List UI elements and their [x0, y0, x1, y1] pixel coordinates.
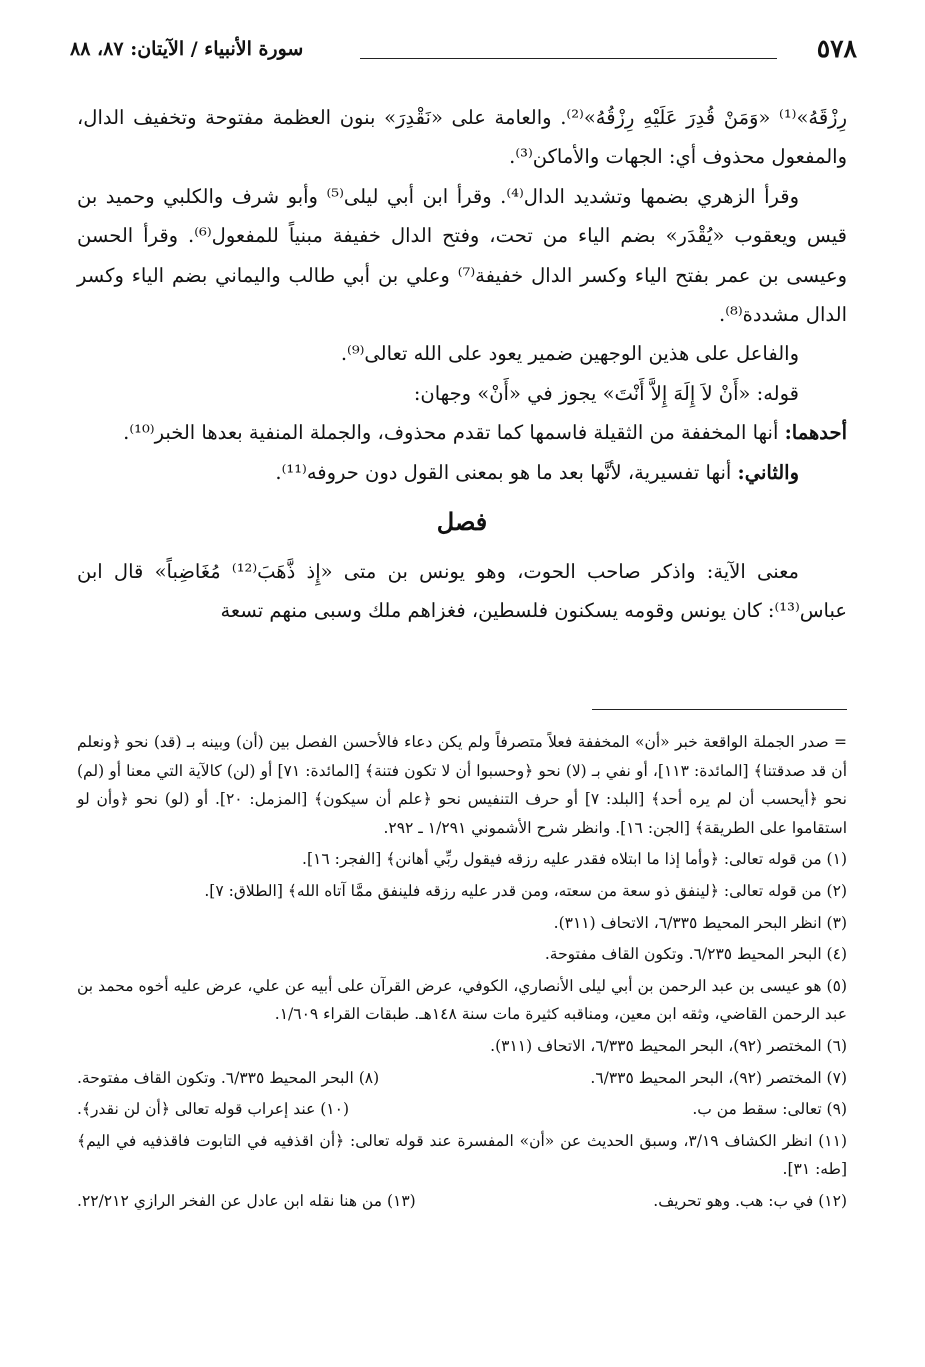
footnote-12: (١٢) في ب: هب. وهو تحريف.: [653, 1191, 847, 1210]
header-rule: [360, 58, 777, 59]
paragraph-3: والفاعل على هذين الوجهين ضمير يعود على الله تعالى⁽⁹⁾.: [340, 342, 799, 366]
page-number: ٥٧٨: [816, 34, 857, 63]
paragraph-2: وقرأ الزهري بضمها وتشديد الدال⁽⁴⁾. وقرأ ابن أبي ليلى⁽⁵⁾ وأبو شرف والكلبي وحميد بن قيس ويعقوب «يُقْدَر» بضم الياء من تحت، وفتح الدال خفيفة مبنياً للمفعول⁽⁶⁾. وقرأ الحسن وعيسى بن عمر بفتح الياء وكسر الدال خفيفة⁽⁷⁾ وعلي بن أبي طالب واليماني بضم الياء وكسر الدال مشددة⁽⁸⁾.: [77, 184, 847, 327]
footnote-separator: [592, 709, 847, 710]
second-aspect-text: أنها تفسيرية، لأنَّها بعد ما هو بمعنى القول دون حروفه⁽¹¹⁾.: [275, 460, 738, 484]
footnote-2: (٢) من قوله تعالى: ﴿لينفق ذو سعة من سعته، ومن قدر عليه رزقه فلينفق ممَّا آتاه الله﴾ [الطلاق: ٧].: [204, 881, 847, 900]
footnote-7: (٧) المختصر (٩٢)، البحر المحيط ٦/٣٣٥.: [590, 1068, 847, 1087]
footnotes: [77, 728, 847, 1219]
paragraph-1: رِزْقَهُ»⁽¹⁾ «وَمَنْ قُدِرَ عَلَيْهِ رِزْقُهُ»⁽²⁾. والعامة على «نَقْدِرَ» بنون العظمة مفتوحة وتخفيف الدال، والمفعول محذوف أي: الجهات والأماكن⁽³⁾.: [77, 106, 847, 169]
first-aspect-text: أنها المخففة من الثقيلة فاسمها كما تقدم محذوف، والجملة المنفية بعدها الخبر⁽¹⁰⁾.: [123, 421, 785, 445]
footnote-11: (١١) انظر الكشاف ٣/١٩، وسبق الحديث عن «أن» المفسرة عند قوله تعالى: ﴿أن اقذفيه في التابوت فاقذفيه في اليم﴾ [طه: ٣١].: [77, 1131, 847, 1179]
paragraph-5: [77, 413, 847, 452]
first-aspect-label: أحدهما:: [784, 421, 847, 445]
running-title: سورة الأنبياء / الآيتان: ٨٧، ٨٨: [70, 38, 304, 60]
main-text: [77, 98, 847, 631]
footnote-4: (٤) البحر المحيط ٦/٢٣٥. وتكون القاف مفتوحة.: [544, 945, 847, 964]
footnote-row-7-8: [77, 1064, 847, 1093]
running-header: [70, 34, 857, 70]
footnote-8: (٨) البحر المحيط ٦/٣٣٥. وتكون القاف مفتوحة.: [77, 1068, 380, 1087]
section-heading: فصل: [436, 507, 488, 537]
footnote-row-9-10: [77, 1095, 847, 1124]
footnote-continuation: = صدر الجملة الواقعة خبر «أن» المخففة فعلاً متصرفاً ولم يكن دعاء فالأحسن الفصل بين (أن) وبينه بـ (قد) نحو ﴿ونعلم أن قد صدقتنا﴾ [المائدة: ١١٣]، أو نفي بـ (لا) نحو ﴿وحسبوا أن لا تكون فتنة﴾ [المائدة: ٧١] أو (لن) كالآية التي معنا أو (لم) نحو ﴿أيحسب أن لم يره أحد﴾ [البلد: ٧] أو حرف التنفيس نحو ﴿علم أن سيكون﴾ [المزمل: ٢٠]. أو (لو) نحو ﴿وأن لو استقاموا على الطريقة﴾ [الجن: ١٦]. وانظر شرح الأشموني ١/٢٩١ ـ ٢٩٢.: [77, 733, 847, 837]
footnote-3: (٣) انظر البحر المحيط ٦/٣٣٥، الاتحاف (٣١١).: [553, 913, 847, 932]
footnote-5: (٥) هو عيسى بن عبد الرحمن بن أبي ليلى الأنصاري، الكوفي، عرض القرآن على أبيه عن علي، عرض عليه أخوه محمد بن عبد الرحمن القاضي، وثقه ابن معين، ومناقبه كثيرة مات سنة ١٤٨هـ. طبقات القراء ١/٦٠٩.: [77, 976, 847, 1024]
paragraph-6: [77, 453, 847, 492]
footnote-6: (٦) المختصر (٩٢)، البحر المحيط ٦/٣٣٥، الاتحاف (٣١١).: [490, 1036, 847, 1055]
paragraph-7: معنى الآية: واذكر صاحب الحوت، وهو يونس بن متى «إِذ ذَّهَبَ⁽¹²⁾ مُغَاضِباً» قال ابن عباس⁽¹³⁾: كان يونس وقومه يسكنون فلسطين، فغزاهم ملك وسبى منهم تسعة: [77, 560, 847, 623]
paragraph-4: قوله: «أَنْ لاَ إِلَهَ إِلاَّ أَنْتَ» يجوز في «أَنْ» وجهان:: [413, 381, 799, 405]
second-aspect-label: والثاني:: [737, 460, 799, 484]
footnote-1: (١) من قوله تعالى: ﴿وأما إذا ما ابتلاه فقدر عليه رزقه فيقول ربِّي أهانن﴾ [الفجر: ١٦].: [302, 850, 847, 869]
footnote-13: (١٣) من هنا نقله ابن عادل عن الفخر الرازي ٢٢/٢١٢.: [77, 1191, 416, 1210]
footnote-9: (٩) تعالى: سقط من ب.: [692, 1100, 847, 1119]
footnote-10: (١٠) عند إعراب قوله تعالى ﴿أن لن نقدر﴾.: [77, 1100, 350, 1119]
footnote-row-12-13: [77, 1187, 847, 1216]
